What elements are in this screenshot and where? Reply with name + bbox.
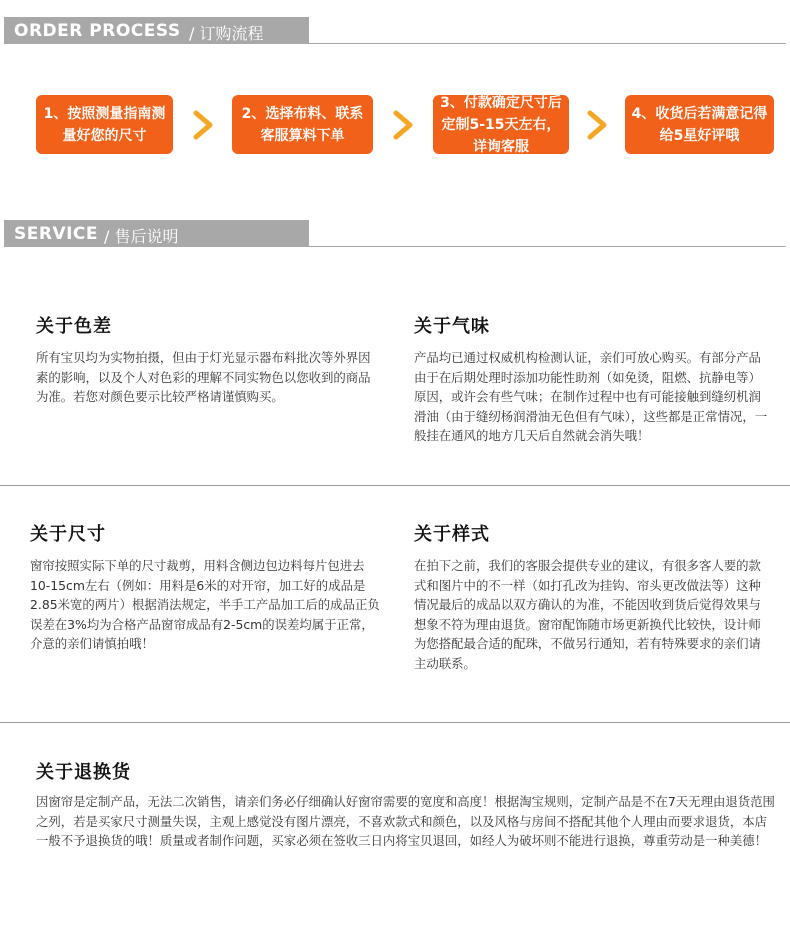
process-step-3: [433, 95, 569, 154]
chevron-right-icon: [580, 108, 614, 142]
process-step-1: [36, 95, 173, 154]
section-title: 关于气味: [414, 316, 490, 337]
process-step-1-label: 1、按照测量指南测量好您的尺寸: [43, 105, 166, 144]
process-step-4-label: 4、收货后若满意记得给5星好评哦: [631, 105, 768, 144]
section-title: 关于色差: [36, 316, 112, 337]
section-title: 关于退换货: [36, 762, 131, 783]
process-step-2-label: 2、选择布料、联系客服算料下单: [241, 105, 364, 144]
section-divider: [0, 722, 790, 723]
section-title: 关于样式: [414, 524, 490, 545]
order-process-header-bar: [4, 17, 309, 44]
section-body: 产品均已通过权威机构检测认证，亲们可放心购买。有部分产品由于在后期处理时添加功能性助剂（如免烫，阻燃、抗静电等）原因，或许会有些气味；在制作过程中也有可能接触到缝纫机润滑油（由于缝纫杨润滑油无色但有气味），这些都是正常情况，一般挂在通风的地方几天后自然就会消失哦！: [414, 350, 768, 444]
order-process-title-en: ORDER PROCESS: [14, 21, 181, 41]
section-style: [414, 520, 770, 674]
service-header-line: [4, 246, 786, 247]
chevron-right-icon: [186, 108, 220, 142]
order-process-title-cn: / 订购流程: [189, 24, 264, 43]
process-step-3-label: 3、付款确定尺寸后定制5-15天左右，详询客服: [440, 94, 562, 155]
process-step-2: [232, 95, 373, 154]
section-size: [30, 520, 380, 654]
section-returns: [36, 758, 776, 851]
service-title-cn: / 售后说明: [104, 227, 179, 246]
section-title: 关于尺寸: [30, 524, 106, 545]
order-process-header-line: [4, 43, 786, 44]
service-title-en: SERVICE: [14, 224, 99, 244]
section-smell: [414, 312, 770, 446]
chevron-right-icon: [386, 108, 420, 142]
section-body: 因窗帘是定制产品，无法二次销售，请亲们务必仔细确认好窗帘需要的宽度和高度！根据淘宝规则，定制产品是不在7天无理由退货范围之列，若是买家尺寸测量失误，主观上感觉没有图片漂亮，不喜欢款式和颜色，以及风格与房间不搭配其他个人理由而要求退货，本店一般不予退换货的哦！质量或者制作问题，买家必须在签收三日内将宝贝退回，如经人为破坏则不能进行退换，尊重劳动是一种美德！: [36, 794, 775, 849]
section-color-difference: [36, 312, 376, 407]
section-body: 窗帘按照实际下单的尺寸裁剪，用料含侧边包边料每片包进去10-15cm左右（例如：用料是6米的对开帘，加工好的成品是2.85米宽的两片）根据消法规定，半手工产品加工后的成品正负误差在3%均为合格产品窗帘成品有2-5cm的误差均属于正常，介意的亲们请慎拍哦！: [30, 558, 380, 652]
process-step-4: [625, 95, 774, 154]
section-divider: [0, 485, 790, 486]
section-body: 所有宝贝均为实物拍摄，但由于灯光显示器布料批次等外界因素的影响，以及个人对色彩的理解不同实物色以您收到的商品为准。若您对颜色要示比较严格请谨慎购买。: [36, 350, 371, 405]
section-body: 在拍下之前，我们的客服会提供专业的建议，有很多客人要的款式和图片中的不一样（如打孔改为挂钩、帘头更改做法等）这种情况最后的成品以双方确认的为准，不能因收到货后觉得效果与想象不符为理由退货。窗帘配饰随市场更新换代比较快，设计师为您搭配最合适的配珠，不做另行通知，若有特殊要求的亲们请主动联系。: [414, 558, 761, 671]
service-header-bar: [4, 220, 309, 247]
